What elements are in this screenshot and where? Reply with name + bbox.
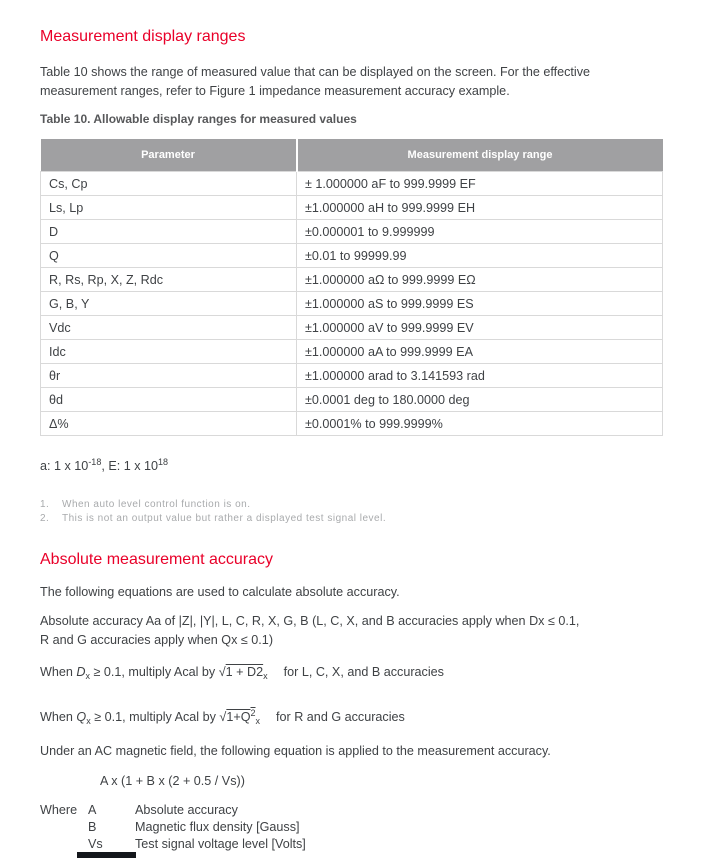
exponent-note-base1: a: 1 x 10	[40, 459, 89, 473]
eq-d-mid: ≥ 0.1, multiply Acal by	[90, 665, 219, 679]
parameter-cell: Vdc	[41, 316, 297, 340]
where-row	[88, 819, 663, 836]
footnote-number: 1.	[40, 499, 50, 510]
exponent-note	[40, 453, 663, 476]
equation-d-factor	[40, 662, 663, 686]
page-footer-edge	[77, 852, 136, 858]
table-row	[41, 412, 663, 436]
column-header-parameter: Parameter	[41, 139, 297, 172]
eq-q-radicand-subscript: x	[255, 716, 261, 726]
where-description: Magnetic flux density [Gauss]	[135, 820, 300, 834]
accuracy-scope-paragraph	[40, 612, 663, 650]
ac-field-paragraph: Under an AC magnetic field, the following equation is applied to the measurement accuracy.	[40, 744, 551, 758]
heading-absolute-measurement-accuracy: Absolute measurement accuracy	[40, 551, 273, 568]
intro-line-2: measurement ranges, refer to Figure 1 impedance measurement accuracy example.	[40, 84, 510, 98]
range-cell: ±1.000000 aH to 999.9999 EH	[297, 196, 663, 220]
parameter-cell: Idc	[41, 340, 297, 364]
eq-d-radicand: 1 + D2	[225, 665, 264, 679]
parameter-cell: Cs, Cp	[41, 172, 297, 196]
footnote	[40, 512, 663, 526]
range-cell: ±1.000000 arad to 3.141593 rad	[297, 364, 663, 388]
eq-d-variable-subscript: x	[85, 671, 91, 681]
parameter-cell: Δ%	[41, 412, 297, 436]
where-rows	[88, 802, 663, 853]
sqrt-sign: √	[219, 710, 227, 724]
range-cell: ±0.0001 deg to 180.0000 deg	[297, 388, 663, 412]
equation-q-factor	[40, 703, 663, 731]
eq-q-radicand-superscript: 2	[250, 708, 256, 718]
where-description: Test signal voltage level [Volts]	[135, 837, 306, 851]
column-header-range: Measurement display range	[297, 139, 663, 172]
parameter-cell: G, B, Y	[41, 292, 297, 316]
table-row	[41, 388, 663, 412]
scope-line-1: Absolute accuracy Aa of |Z|, |Y|, L, C, R, X, G, B (L, C, X, and B accuracies apply when Dx ≤ 0.1,	[40, 614, 580, 628]
footnote-text: This is not an output value but rather a displayed test signal level.	[62, 512, 387, 524]
range-cell: ±0.01 to 99999.99	[297, 244, 663, 268]
footnotes	[40, 498, 663, 525]
range-cell: ±1.000000 aA to 999.9999 EA	[297, 340, 663, 364]
eq-q-pre: When	[40, 710, 77, 724]
table-row	[41, 172, 663, 196]
eq-d-variable: D	[76, 665, 86, 679]
table-row	[41, 316, 663, 340]
exponent-note-sup2: 18	[158, 457, 169, 467]
parameter-cell: D	[41, 220, 297, 244]
table-row	[41, 268, 663, 292]
heading-measurement-display-ranges: Measurement display ranges	[40, 28, 246, 45]
eq-q-radicand-base: 1+Q	[226, 710, 251, 724]
table-row	[41, 292, 663, 316]
ac-field-formula: A x (1 + B x (2 + 0.5 / Vs))	[100, 774, 245, 788]
intro-line-1: Table 10 shows the range of measured value that can be displayed on the screen. For the effective	[40, 65, 591, 79]
where-definitions	[40, 802, 663, 853]
eq-d-post: for L, C, X, and B accuracies	[283, 665, 444, 679]
eq-q-variable: Q	[76, 710, 87, 724]
eq-d-radicand-subscript: x	[263, 671, 268, 681]
exponent-note-sup1: -18	[88, 457, 102, 467]
eq-q-radicand	[226, 710, 255, 724]
eq-q-variable-subscript: x	[86, 716, 91, 726]
where-label: Where	[40, 803, 78, 817]
table-row	[41, 196, 663, 220]
where-symbol: A	[88, 803, 97, 817]
eq-d-pre: When	[40, 665, 77, 679]
eq-q-mid: ≥ 0.1, multiply Acal by	[90, 710, 220, 724]
parameter-cell: θd	[41, 388, 297, 412]
scope-line-2: R and G accuracies apply when Qx ≤ 0.1)	[40, 633, 274, 647]
table-body	[41, 172, 663, 436]
where-description: Absolute accuracy	[135, 803, 238, 817]
footnote	[40, 498, 663, 512]
range-cell: ±1.000000 aV to 999.9999 EV	[297, 316, 663, 340]
range-cell: ±1.000000 aΩ to 999.9999 EΩ	[297, 268, 663, 292]
range-cell: ±0.0001% to 999.9999%	[297, 412, 663, 436]
parameter-cell: Q	[41, 244, 297, 268]
where-symbol: B	[88, 820, 97, 834]
where-row	[88, 836, 663, 853]
table-row	[41, 340, 663, 364]
where-row	[88, 802, 663, 819]
eq-q-post: for R and G accuracies	[276, 710, 405, 724]
range-cell: ± 1.000000 aF to 999.9999 EF	[297, 172, 663, 196]
exponent-note-mid: , E: 1 x 10	[101, 459, 159, 473]
footnote-number: 2.	[40, 512, 50, 524]
table-row	[41, 244, 663, 268]
parameter-cell: R, Rs, Rp, X, Z, Rdc	[41, 268, 297, 292]
parameter-cell: Ls, Lp	[41, 196, 297, 220]
table-row	[41, 364, 663, 388]
table-caption: Table 10. Allowable display ranges for measured values	[40, 112, 357, 126]
intro-paragraph	[40, 63, 663, 101]
accuracy-intro-paragraph: The following equations are used to calculate absolute accuracy.	[40, 585, 400, 599]
table-row	[41, 220, 663, 244]
range-cell: ±0.000001 to 9.999999	[297, 220, 663, 244]
where-symbol: Vs	[88, 837, 103, 851]
display-range-table	[40, 139, 663, 436]
range-cell: ±1.000000 aS to 999.9999 ES	[297, 292, 663, 316]
table-header-row	[41, 139, 663, 172]
footnote-text: When auto level control function is on.	[62, 499, 251, 510]
sqrt-sign: √	[218, 665, 226, 679]
parameter-cell: θr	[41, 364, 297, 388]
